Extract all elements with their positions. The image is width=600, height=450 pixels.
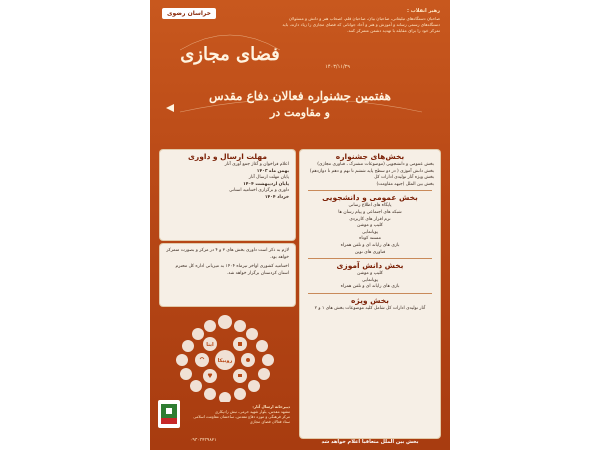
- public-item: پویانمایی: [361, 229, 379, 235]
- deadline-item-date: بهمن ماه ۱۴۰۳: [256, 168, 289, 174]
- main-title-line1: هفتمین جشنواره فعالان دفاع مقدس: [209, 89, 391, 103]
- social-icon: [256, 340, 268, 352]
- social-icon-cloud: [160, 312, 290, 402]
- region-badge: خراسان رضوی: [162, 8, 216, 19]
- special-item: آثار تولیدی ادارات کل شامل کلیه موضوعات بخش های ۱ و ۲: [314, 305, 426, 311]
- deadline-item-date: پایان اردیبهشت ۱۴۰۴: [243, 181, 289, 187]
- footer-line: ستاد فعالان فضای مجازی: [249, 419, 290, 424]
- social-icon: [219, 392, 231, 402]
- leader-label: رهبر انقلاب :: [407, 8, 440, 14]
- social-icon: [204, 320, 216, 332]
- at-icon: [246, 358, 250, 362]
- social-icon: [218, 315, 232, 329]
- festival-section-item: بخش دانش آموزی ( در دو سطح پایه ششم تا نهم و دهم تا دوازدهم): [309, 168, 434, 174]
- social-icon: [234, 388, 246, 400]
- student-item: بازی های رایانه ای و تلفن همراه: [340, 284, 400, 290]
- public-item: نرم افزار های کاربردی: [349, 216, 391, 222]
- main-title: [160, 78, 440, 122]
- contact-phone: ۰۹۳۰۳۴۳۹۸۲۱: [190, 438, 217, 443]
- main-title-line2: و مقاومت در: [270, 106, 330, 119]
- sections-box: [300, 150, 440, 438]
- arrow-icon: [166, 104, 174, 112]
- divider: [308, 293, 432, 294]
- deadline-item-text: داوری و برگزاری اختتامیه استانی: [229, 188, 289, 194]
- rubika-icon-label: روبیکا: [217, 358, 233, 364]
- deadline-header: مهلت ارسال و داوری: [188, 152, 267, 161]
- festival-section-item: بخش عمومی و دانشجویی (موضوعات مشترک ، فناوری مجازی): [317, 162, 434, 167]
- social-icon: [180, 368, 192, 380]
- student-section-header: بخش دانش آموزی: [336, 261, 404, 271]
- student-item: کلیپ و موشن: [357, 271, 383, 277]
- public-item: فناوری های نوین: [354, 249, 386, 255]
- divider: [308, 258, 432, 259]
- public-item: مستند کوتاه: [359, 236, 381, 242]
- student-item: پویانمایی: [361, 277, 379, 283]
- poster: [150, 0, 450, 450]
- social-icon: [262, 354, 274, 366]
- social-icon: [192, 328, 204, 340]
- public-item: بازی های رایانه ای و تلفن همراه: [340, 242, 400, 248]
- public-section-header: بخش عمومی و دانشجویی: [322, 193, 418, 203]
- divider: [308, 190, 432, 191]
- organization-logo: [158, 400, 180, 428]
- play-icon: [238, 342, 242, 346]
- eitaa-icon-label: ایتا: [206, 342, 214, 348]
- footer-line: دبیرخانه ارسال آثار:: [252, 404, 290, 409]
- note-text: اختتامیه کشوری اواخر تیرماه ۱۴۰۴ به میزبانی اداره کل محترم استان کردستان برگزار خواهد شد.: [175, 264, 289, 276]
- deadline-item-text: اعلام فراخوان و آغاز جمع آوری آثار: [224, 162, 289, 167]
- festival-section-item: بخش بین الملل (جبهه مقاومت): [376, 181, 434, 187]
- social-icon: [234, 320, 246, 332]
- public-item: پایگاه های اطلاع رسانی: [348, 203, 392, 209]
- camera-icon: [238, 374, 242, 377]
- deadline-box: [160, 150, 295, 240]
- leader-quote: صاحبان دستگاه‌های تبلیغاتی، صاحبان بیان، صاحبان قلم، اصحاب هنر و دانش و مسئولان دستگاه‌های رسمی رسانه و آموزش و هنر و آحاد جوانانی که فضای مجازی را زیاد دارند، باید تمرکز خود را برای مقابله با تهدید دشمن متمرکز کنند.: [282, 16, 440, 33]
- note-text: لازم به ذکر است داوری بخش های ۳ و ۴ در مرکز و بصورت متمرکز خواهد بود.: [166, 248, 289, 260]
- footer-line: مشهد مقدس، بلوار شهید خرمی، نبش رادیکاری: [214, 409, 290, 414]
- social-icon: [204, 388, 216, 400]
- arc-title-graphic: [170, 20, 290, 80]
- special-section-header: بخش ویژه: [350, 295, 389, 305]
- footer-line: مرکز فرهنگی و موزه دفاع مقدس، ساختمان مقاومت اسلامی: [193, 414, 290, 419]
- deadline-item-date: خرداد ۱۴۰۴: [264, 194, 289, 200]
- social-icon: [176, 354, 188, 366]
- secretariat-address: [180, 404, 290, 424]
- social-icon: [258, 368, 270, 380]
- public-item: کلیپ و موشن: [357, 223, 383, 229]
- social-icon: [248, 380, 260, 392]
- festival-sections-header: بخش‌های جشنواره: [335, 152, 405, 161]
- social-icon: [195, 353, 209, 367]
- arc-title-text: فضای مجازی: [180, 44, 280, 65]
- social-icon: [246, 328, 258, 340]
- social-icon: [182, 340, 194, 352]
- deadline-item-text: پایان مهلت ارسال آثار: [248, 175, 289, 181]
- festival-section-item: بخش ویژه آثار تولیدی ادارات کل: [374, 175, 434, 181]
- public-item: شبکه های اجتماعی و پیام رسان ها: [338, 209, 402, 215]
- social-icon: [190, 380, 202, 392]
- intl-note: بخش بین الملل متعاقبا اعلام خواهد شد: [321, 439, 419, 445]
- leader-date: ۱۴۰۳/۱۱/۲۹: [325, 64, 350, 70]
- notes-box: [160, 244, 295, 306]
